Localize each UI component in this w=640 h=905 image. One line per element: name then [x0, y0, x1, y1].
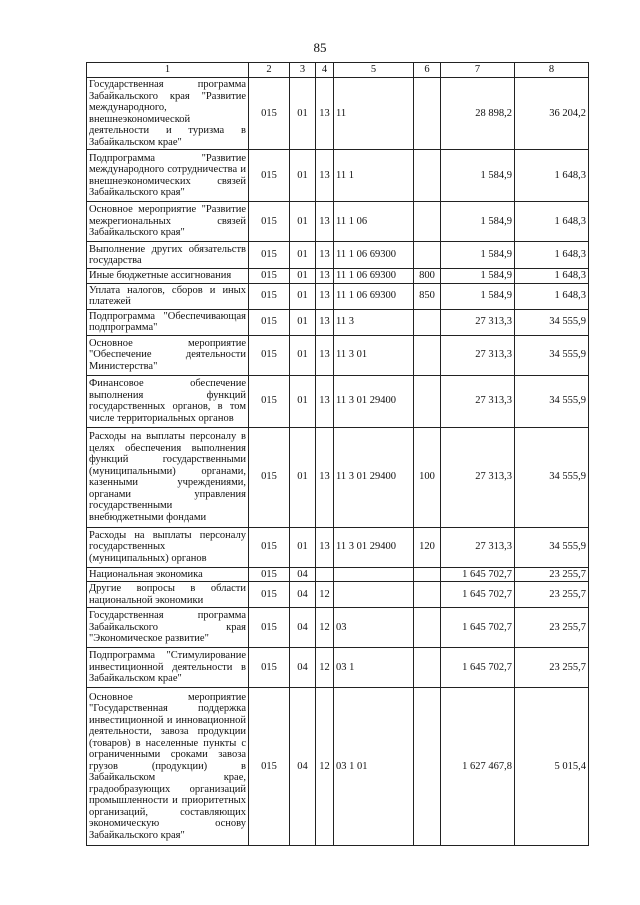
subsection-code: 13 — [316, 283, 334, 309]
target-article-code: 11 1 06 69300 — [334, 242, 414, 269]
grbs-code: 015 — [249, 375, 290, 427]
row-name: Государственная программа Забайкальского края "Экономическое развитие" — [87, 608, 249, 648]
table-row — [87, 242, 589, 269]
target-article-code — [334, 582, 414, 608]
amount-1: 1 645 702,7 — [441, 648, 515, 688]
target-article-code: 11 — [334, 78, 414, 150]
target-article-code: 11 3 01 — [334, 335, 414, 375]
expense-type-code — [414, 608, 441, 648]
col-header-5: 5 — [334, 63, 414, 78]
col-header-2: 2 — [249, 63, 290, 78]
table-row — [87, 283, 589, 309]
row-name: Национальная экономика — [87, 567, 249, 582]
amount-1: 1 627 467,8 — [441, 688, 515, 846]
grbs-code: 015 — [249, 427, 290, 527]
subsection-code: 12 — [316, 582, 334, 608]
section-code: 01 — [290, 150, 316, 202]
amount-1: 27 313,3 — [441, 375, 515, 427]
subsection-code: 13 — [316, 309, 334, 335]
col-header-6: 6 — [414, 63, 441, 78]
row-name: Подпрограмма "Стимулирование инвестиционной деятельности в Забайкальском крае" — [87, 648, 249, 688]
amount-1: 28 898,2 — [441, 78, 515, 150]
expense-type-code — [414, 242, 441, 269]
section-code: 01 — [290, 242, 316, 269]
amount-2: 1 648,3 — [515, 150, 589, 202]
row-name: Подпрограмма "Развитие международного сотрудничества и внешнеэкономических связей Забайкальского края" — [87, 150, 249, 202]
amount-1: 1 645 702,7 — [441, 582, 515, 608]
expense-type-code — [414, 335, 441, 375]
expense-type-code — [414, 688, 441, 846]
amount-1: 1 584,9 — [441, 150, 515, 202]
amount-1: 1 584,9 — [441, 269, 515, 284]
subsection-code: 12 — [316, 608, 334, 648]
subsection-code: 13 — [316, 150, 334, 202]
row-name: Основное мероприятие "Государственная поддержка инвестиционной и инновационной деятельности, завоза продукции (товаров) в населенные пункты с ограниченными сроками завоза грузов (продукции) в Забайкальском крае, градообразующих организаций промышленности и приоритетных организаций, составляющих экономическую основу Забайкальского края" — [87, 688, 249, 846]
expense-type-code — [414, 150, 441, 202]
grbs-code: 015 — [249, 269, 290, 284]
table-row — [87, 527, 589, 567]
subsection-code: 13 — [316, 242, 334, 269]
grbs-code: 015 — [249, 608, 290, 648]
amount-2: 23 255,7 — [515, 567, 589, 582]
subsection-code: 13 — [316, 78, 334, 150]
target-article-code: 11 3 01 29400 — [334, 375, 414, 427]
amount-1: 1 645 702,7 — [441, 567, 515, 582]
grbs-code: 015 — [249, 242, 290, 269]
table-row — [87, 582, 589, 608]
table-row — [87, 269, 589, 284]
amount-2: 34 555,9 — [515, 335, 589, 375]
section-code: 01 — [290, 527, 316, 567]
section-code: 01 — [290, 375, 316, 427]
col-header-1: 1 — [87, 63, 249, 78]
expense-type-code — [414, 648, 441, 688]
subsection-code — [316, 567, 334, 582]
expense-type-code — [414, 202, 441, 242]
expense-type-code — [414, 78, 441, 150]
amount-2: 34 555,9 — [515, 427, 589, 527]
header-row — [87, 63, 589, 78]
row-name: Основное мероприятие "Развитие межрегиональных связей Забайкальского края" — [87, 202, 249, 242]
section-code: 04 — [290, 608, 316, 648]
row-name: Расходы на выплаты персоналу государственных (муниципальных) органов — [87, 527, 249, 567]
amount-1: 1 584,9 — [441, 283, 515, 309]
grbs-code: 015 — [249, 150, 290, 202]
amount-2: 23 255,7 — [515, 648, 589, 688]
section-code: 01 — [290, 309, 316, 335]
table-row — [87, 427, 589, 527]
subsection-code: 13 — [316, 269, 334, 284]
grbs-code: 015 — [249, 648, 290, 688]
subsection-code: 12 — [316, 648, 334, 688]
table-row — [87, 608, 589, 648]
table-row — [87, 78, 589, 150]
target-article-code: 11 1 06 69300 — [334, 269, 414, 284]
section-code: 01 — [290, 202, 316, 242]
expense-type-code: 850 — [414, 283, 441, 309]
row-name: Уплата налогов, сборов и иных платежей — [87, 283, 249, 309]
col-header-7: 7 — [441, 63, 515, 78]
amount-2: 1 648,3 — [515, 283, 589, 309]
subsection-code: 12 — [316, 688, 334, 846]
section-code: 04 — [290, 567, 316, 582]
target-article-code: 11 1 06 — [334, 202, 414, 242]
grbs-code: 015 — [249, 309, 290, 335]
amount-1: 1 584,9 — [441, 202, 515, 242]
col-header-3: 3 — [290, 63, 316, 78]
row-name: Финансовое обеспечение выполнения функций государственных органов, в том числе территориальных органов — [87, 375, 249, 427]
target-article-code: 03 — [334, 608, 414, 648]
row-name: Расходы на выплаты персоналу в целях обеспечения выполнения функций государственными (муниципальными) органами, казенными учреждениями, органами управления государственными внебюджетными фондами — [87, 427, 249, 527]
target-article-code: 11 1 — [334, 150, 414, 202]
grbs-code: 015 — [249, 202, 290, 242]
amount-2: 34 555,9 — [515, 309, 589, 335]
table-row — [87, 309, 589, 335]
amount-2: 1 648,3 — [515, 269, 589, 284]
target-article-code: 03 1 — [334, 648, 414, 688]
grbs-code: 015 — [249, 335, 290, 375]
amount-1: 1 584,9 — [441, 242, 515, 269]
target-article-code: 11 1 06 69300 — [334, 283, 414, 309]
section-code: 01 — [290, 283, 316, 309]
amount-2: 34 555,9 — [515, 527, 589, 567]
table-row — [87, 688, 589, 846]
subsection-code: 13 — [316, 375, 334, 427]
budget-table — [86, 62, 589, 846]
amount-2: 1 648,3 — [515, 202, 589, 242]
target-article-code: 11 3 — [334, 309, 414, 335]
target-article-code — [334, 567, 414, 582]
amount-2: 23 255,7 — [515, 608, 589, 648]
table-row — [87, 202, 589, 242]
row-name: Другие вопросы в области национальной экономики — [87, 582, 249, 608]
expense-type-code — [414, 567, 441, 582]
section-code: 01 — [290, 427, 316, 527]
expense-type-code — [414, 582, 441, 608]
table-row — [87, 335, 589, 375]
subsection-code: 13 — [316, 202, 334, 242]
amount-2: 34 555,9 — [515, 375, 589, 427]
expense-type-code: 100 — [414, 427, 441, 527]
table-row — [87, 567, 589, 582]
subsection-code: 13 — [316, 527, 334, 567]
expense-type-code — [414, 375, 441, 427]
table-row — [87, 150, 589, 202]
row-name: Выполнение других обязательств государства — [87, 242, 249, 269]
section-code: 01 — [290, 78, 316, 150]
row-name: Подпрограмма "Обеспечивающая подпрограмма" — [87, 309, 249, 335]
section-code: 04 — [290, 582, 316, 608]
grbs-code: 015 — [249, 283, 290, 309]
row-name: Государственная программа Забайкальского края "Развитие международного, внешнеэкономической деятельности и туризма в Забайкальском крае" — [87, 78, 249, 150]
page-number: 85 — [313, 40, 327, 55]
target-article-code: 11 3 01 29400 — [334, 527, 414, 567]
section-code: 01 — [290, 335, 316, 375]
col-header-4: 4 — [316, 63, 334, 78]
col-header-8: 8 — [515, 63, 589, 78]
target-article-code: 03 1 01 — [334, 688, 414, 846]
expense-type-code: 800 — [414, 269, 441, 284]
subsection-code: 13 — [316, 427, 334, 527]
row-name: Иные бюджетные ассигнования — [87, 269, 249, 284]
amount-2: 1 648,3 — [515, 242, 589, 269]
subsection-code: 13 — [316, 335, 334, 375]
amount-1: 27 313,3 — [441, 527, 515, 567]
grbs-code: 015 — [249, 582, 290, 608]
table-row — [87, 375, 589, 427]
expense-type-code: 120 — [414, 527, 441, 567]
amount-1: 27 313,3 — [441, 427, 515, 527]
section-code: 01 — [290, 269, 316, 284]
row-name: Основное мероприятие "Обеспечение деятельности Министерства" — [87, 335, 249, 375]
target-article-code: 11 3 01 29400 — [334, 427, 414, 527]
grbs-code: 015 — [249, 688, 290, 846]
amount-2: 36 204,2 — [515, 78, 589, 150]
amount-2: 5 015,4 — [515, 688, 589, 846]
grbs-code: 015 — [249, 567, 290, 582]
table-row — [87, 648, 589, 688]
expense-type-code — [414, 309, 441, 335]
grbs-code: 015 — [249, 78, 290, 150]
grbs-code: 015 — [249, 527, 290, 567]
section-code: 04 — [290, 648, 316, 688]
amount-1: 27 313,3 — [441, 335, 515, 375]
amount-2: 23 255,7 — [515, 582, 589, 608]
section-code: 04 — [290, 688, 316, 846]
amount-1: 27 313,3 — [441, 309, 515, 335]
amount-1: 1 645 702,7 — [441, 608, 515, 648]
